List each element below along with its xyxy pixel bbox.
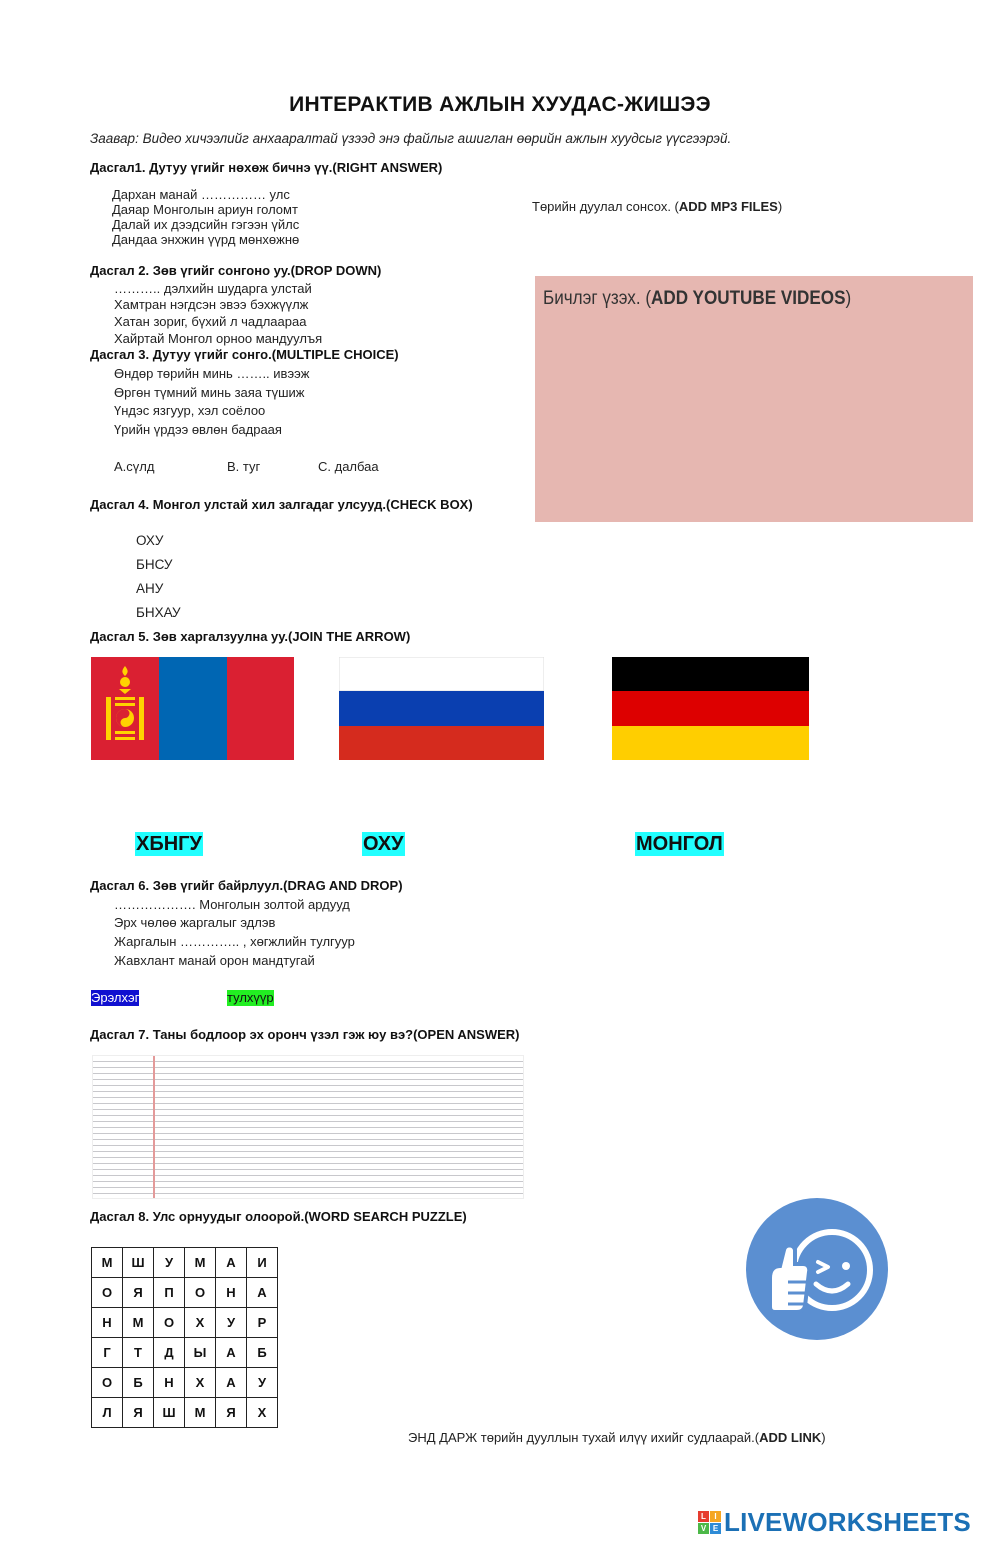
checkbox-item[interactable]: АНУ (136, 581, 164, 596)
link-tag: ADD LINK (759, 1430, 822, 1445)
liveworksheets-logo (698, 1508, 971, 1536)
grid-cell[interactable]: И (247, 1248, 278, 1278)
grid-cell[interactable]: М (92, 1248, 123, 1278)
link-text: ЭНД ДАРЖ төрийн дууллын тухай илүү ихийг судлаарай.( (408, 1430, 760, 1445)
ex2-line: ……….. дэлхийн шударга улстай (114, 281, 312, 296)
exercise-5-heading: Дасгал 5. Зөв харгалзуулна уу.(JOIN THE ARROW) (90, 629, 411, 644)
notebook-margin (153, 1056, 155, 1198)
logo-blocks (698, 1511, 721, 1534)
grid-cell[interactable]: Я (123, 1398, 154, 1428)
mp3-close: ) (777, 199, 783, 214)
match-label[interactable]: ХБНГУ (136, 833, 202, 855)
grid-cell[interactable]: Р (247, 1308, 278, 1338)
grid-cell[interactable]: У (216, 1308, 247, 1338)
germany-flag[interactable] (612, 657, 809, 760)
grid-row (92, 1398, 278, 1428)
grid-cell[interactable]: Д (154, 1338, 185, 1368)
grid-row (92, 1308, 278, 1338)
ex1-line: Далай их дээдсийн гэгээн үйлс (112, 217, 300, 232)
ex3-line: Өргөн түмний минь заяа түшиж (114, 385, 305, 400)
grid-cell[interactable]: Н (216, 1278, 247, 1308)
exercise-4-heading: Дасгал 4. Монгол улстай хил залгадаг улсууд.(CHECK BOX) (90, 497, 473, 512)
grid-row (92, 1248, 278, 1278)
grid-cell[interactable]: Б (247, 1338, 278, 1368)
ex3-line: Үндэс язгуур, хэл соёлоо (114, 403, 266, 418)
grid-cell[interactable]: Х (247, 1398, 278, 1428)
page-title: ИНТЕРАКТИВ АЖЛЫН ХУУДАС-ЖИШЭЭ (289, 93, 711, 116)
grid-cell[interactable]: Б (123, 1368, 154, 1398)
grid-cell[interactable]: Л (92, 1398, 123, 1428)
choice-a[interactable]: А.сүлд (114, 459, 155, 474)
ex1-line: Дандаа энхжин үүрд мөнхөжнө (112, 232, 300, 247)
match-label[interactable]: МОНГОЛ (636, 833, 723, 855)
ex2-line: Хайртай Монгол орноо мандуулъя (114, 331, 323, 346)
open-answer-area[interactable] (92, 1055, 524, 1199)
mongolia-flag[interactable] (91, 657, 294, 760)
grid-cell[interactable]: Н (92, 1308, 123, 1338)
ex6-line: Жаргалын ………….. , хөгжлийн тулгуур (114, 934, 355, 949)
grid-cell[interactable]: У (154, 1248, 185, 1278)
checkbox-item[interactable]: БНСУ (136, 557, 173, 572)
mp3-audio-link[interactable] (532, 199, 782, 214)
exercise-6-heading: Дасгал 6. Зөв үгийг байрлуул.(DRAG AND DROP) (90, 878, 403, 893)
grid-cell[interactable]: О (154, 1308, 185, 1338)
link-close: ) (821, 1430, 826, 1445)
choice-b[interactable]: В. туг (227, 459, 261, 474)
mp3-tag: ADD MP3 FILES (678, 199, 778, 214)
russia-flag[interactable] (339, 657, 544, 760)
checkbox-item[interactable]: ОХУ (136, 533, 164, 548)
checkbox-item[interactable]: БНХАУ (136, 605, 181, 620)
grid-row (92, 1278, 278, 1308)
grid-cell[interactable]: У (247, 1368, 278, 1398)
instructions: Заавар: Видео хичээлийг анхааралтай үзээд энэ файлыг ашиглан өөрийн ажлын хуудсыг үүсгээрэй. (90, 131, 732, 146)
grid-cell[interactable]: П (154, 1278, 185, 1308)
video-close: ) (845, 288, 852, 309)
exercise-2-heading: Дасгал 2. Зөв үгийг сонгоно уу.(DROP DOWN) (90, 263, 382, 278)
youtube-video-area[interactable] (535, 276, 973, 522)
grid-cell[interactable]: Х (185, 1368, 216, 1398)
logo-block: L (698, 1511, 709, 1522)
grid-cell[interactable]: М (185, 1248, 216, 1278)
ex6-line: Эрх чөлөө жаргалыг эдлэв (114, 915, 276, 930)
drag-word[interactable]: Эрэлхэг (91, 990, 140, 1005)
ex6-line: Жавхлант манай орон мандтугай (114, 953, 315, 968)
grid-cell[interactable]: О (92, 1278, 123, 1308)
logo-text: LIVEWORKSHEETS (724, 1506, 971, 1537)
more-info-link[interactable] (408, 1430, 826, 1445)
grid-cell[interactable]: А (216, 1248, 247, 1278)
logo-block: I (710, 1511, 721, 1522)
ex1-line: Дархан манай …………… улс (112, 187, 290, 202)
grid-row (92, 1368, 278, 1398)
logo-block: V (698, 1523, 709, 1534)
grid-cell[interactable]: О (92, 1368, 123, 1398)
notebook-lines (93, 1056, 523, 1198)
video-label (543, 288, 851, 310)
grid-cell[interactable]: А (247, 1278, 278, 1308)
exercise-8-heading: Дасгал 8. Улс орнуудыг олоорой.(WORD SEARCH PUZZLE) (90, 1209, 467, 1224)
grid-cell[interactable]: О (185, 1278, 216, 1308)
grid-cell[interactable]: Ш (154, 1398, 185, 1428)
grid-cell[interactable]: Я (216, 1398, 247, 1428)
match-label[interactable]: ОХУ (363, 833, 404, 855)
exercise-1-heading: Дасгал1. Дутуу үгийг нөхөж бичнэ үү.(RIGHT ANSWER) (90, 160, 443, 175)
grid-cell[interactable]: Ы (185, 1338, 216, 1368)
ex3-line: Өндөр төрийн минь …….. ивээж (114, 366, 310, 381)
video-tag: ADD YOUTUBE VIDEOS (651, 288, 846, 309)
grid-cell[interactable]: Г (92, 1338, 123, 1368)
drag-word[interactable]: тулхүүр (227, 990, 274, 1005)
mp3-text: Төрийн дуулал сонсох. ( (532, 199, 679, 214)
thumbs-up-wink-icon (746, 1198, 888, 1340)
grid-cell[interactable]: А (216, 1338, 247, 1368)
grid-cell[interactable]: М (185, 1398, 216, 1428)
word-search-grid[interactable] (91, 1247, 278, 1428)
ex2-line: Хатан зориг, бүхий л чадлаараа (114, 314, 307, 329)
ex2-line: Хамтран нэгдсэн эвээ бэхжүүлж (114, 297, 309, 312)
grid-cell[interactable]: А (216, 1368, 247, 1398)
choice-c[interactable]: С. далбаа (318, 459, 379, 474)
grid-cell[interactable]: Н (154, 1368, 185, 1398)
exercise-3-heading: Дасгал 3. Дутуу үгийг сонго.(MULTIPLE CHOICE) (90, 347, 399, 362)
grid-cell[interactable]: Я (123, 1278, 154, 1308)
ex6-line: ………………. Монголын золтой ардууд (114, 897, 350, 912)
grid-row (92, 1338, 278, 1368)
video-text: Бичлэг үзэх. ( (543, 288, 652, 309)
ex1-line: Даяар Монголын ариун голомт (112, 202, 298, 217)
grid-cell[interactable]: Х (185, 1308, 216, 1338)
grid-cell[interactable]: Ш (123, 1248, 154, 1278)
grid-cell[interactable]: Т (123, 1338, 154, 1368)
logo-block: E (710, 1523, 721, 1534)
ex3-line: Үрийн үрдээ өвлөн бадраая (114, 422, 282, 437)
grid-cell[interactable]: М (123, 1308, 154, 1338)
exercise-7-heading: Дасгал 7. Таны бодлоор эх оронч үзэл гэж юу вэ?(OPEN ANSWER) (90, 1027, 520, 1042)
